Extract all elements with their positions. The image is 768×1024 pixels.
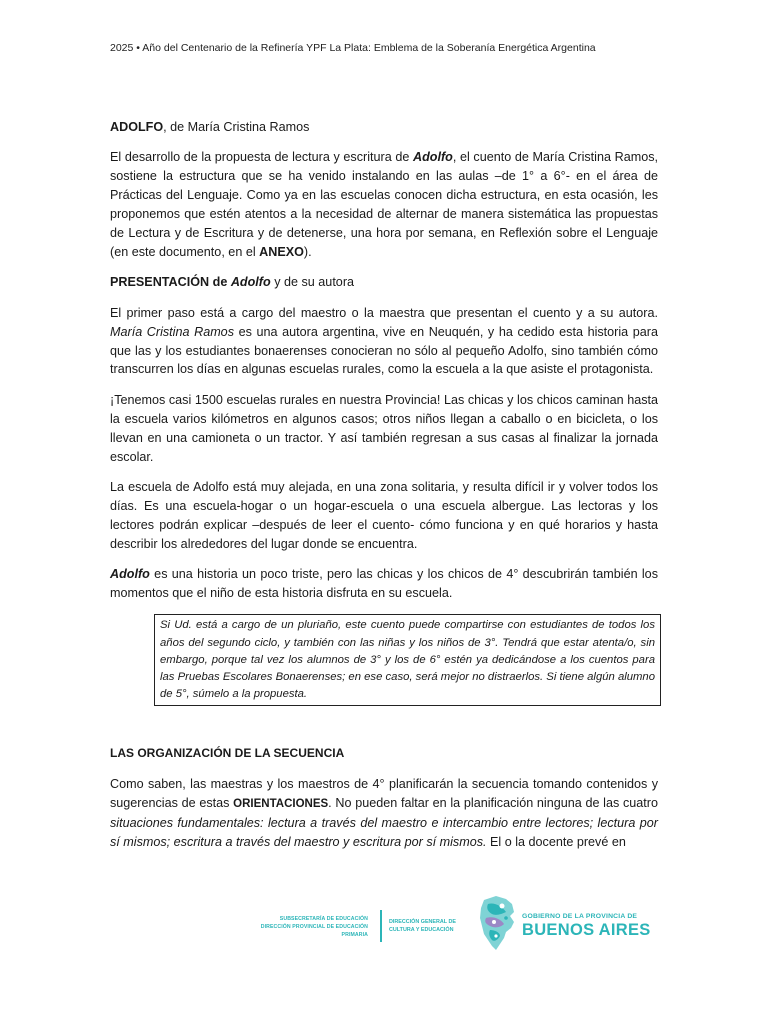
footer-text: GOBIERNO DE LA PROVINCIA DE <box>522 913 638 920</box>
title-rest: , de María Cristina Ramos <box>163 120 310 134</box>
note-box: Si Ud. está a cargo de un pluriaño, este cuento puede compartirse con estudiantes de todos los años del segundo ciclo, y también con las niñas y los niños de 3°. Tendrá que estar atenta/o, sin embargo, porque tal vez los alumnos de 3° y los de 6° estén ya dedicándose a los cuentos para las Pruebas Escolares Bonaerenses; en ese caso, será mejor no distraerlos. Si tiene algún alumno de 5°, súmelo a la propuesta. <box>154 614 661 706</box>
footer-text: CULTURA Y EDUCACIÓN <box>389 927 454 933</box>
heading-rest: y de su autora <box>270 275 355 290</box>
text-bold: ORIENTACIONES <box>233 797 329 810</box>
text-bold: ANEXO <box>259 244 304 259</box>
text: Como saben, las maestras y los maestros de 4° planificarán la secuencia tomando contenidos y sugerencias de estas <box>110 776 658 810</box>
document-body <box>110 118 658 863</box>
text: El desarrollo de la propuesta de lectura y escritura de <box>110 150 413 165</box>
text: es una historia un poco triste, pero las chicas y los chicos de 4° descubrirán también los momentos que el niño de esta historia disfruta en su escuela. <box>110 567 658 601</box>
footer-subsecretaria <box>238 915 368 939</box>
document-title <box>110 118 658 137</box>
text: es una autora argentina, vive en Neuquén, y ha cedido esta historia para que las y los estudiantes bonaerenses conocieran no sólo al pequeño Adolfo, sino también cómo transcurren los días en algunas escuelas rurales, como la escuela a la que asiste el protagonista. <box>110 324 658 377</box>
text-italic: situaciones fundamentales: lectura a través del maestro e intercambio entre lectores; lectura por sí mismos; escritura a través del maestro y escritura por sí mismos. <box>110 815 658 849</box>
footer-text: DIRECCIÓN PROVINCIAL DE EDUCACIÓN PRIMARIA <box>260 924 368 938</box>
footer-brand-text: BUENOS AIRES <box>522 921 651 939</box>
footer-text: DIRECCIÓN GENERAL DE <box>389 919 456 925</box>
footer-text: SUBSECRETARÍA DE EDUCACIÓN <box>279 916 368 922</box>
paragraph-story-summary <box>110 565 658 603</box>
spacer <box>110 706 658 744</box>
text-emphasis: Adolfo <box>412 150 453 165</box>
text-italic: María Cristina Ramos <box>110 324 234 339</box>
section-heading-presentation <box>110 273 658 292</box>
paragraph-organization <box>110 775 658 852</box>
text: El o la docente prevé en <box>486 834 626 849</box>
page-header: 2025 • Año del Centenario de la Refinería YPF La Plata: Emblema de la Soberanía Energética Argentina <box>110 42 596 54</box>
footer-direccion <box>389 918 479 934</box>
text-emphasis: Adolfo <box>110 567 150 582</box>
text: . No pueden faltar en la planificación ninguna de las cuatro <box>328 795 658 810</box>
paragraph-rural-schools: ¡Tenemos casi 1500 escuelas rurales en nuestra Provincia! Las chicas y los chicos caminan hasta la escuela varios kilómetros en algunos casos; otros niños llegan a caballo o en bicicleta, o los llevan en una camioneta o un tractor. Y así también regresan a sus casas al finalizar la jornada escolar. <box>110 392 658 464</box>
footer-gobierno <box>522 912 652 940</box>
title-bold: ADOLFO <box>110 120 164 134</box>
heading-bold: PRESENTACIÓN de <box>110 275 231 290</box>
footer-divider <box>380 910 382 942</box>
text: , el cuento de María Cristina Ramos, sostiene la estructura que se ha venido instalando en las aulas –de 1° a 6°- en el área de Prácticas del Lenguaje. Como ya en las escuelas conocen dicha estructura, en esta ocasión, les proponemos que estén atentos a la necesidad de alternar de manera sistemática las propuestas de Lectura y de Escritura y de detenerse, una hora por semana, en Reflexión sobre el Lenguaje (en este documento, en el <box>110 150 658 259</box>
paragraph-author <box>110 304 658 380</box>
text: ). <box>303 244 312 259</box>
paragraph-school-description: La escuela de Adolfo está muy alejada, en una zona solitaria, y resulta difícil ir y volver todos los días. Es una escuela-hogar o un hogar-escuela o una escuela albergue. Las lectoras y los lectores podrán explicar –después de leer el cuento- cómo funciona y en qué horarios y hasta describir los alrededores del lugar donde se encuentra. <box>110 480 658 551</box>
text: El primer paso está a cargo del maestro o la maestra que presentan el cuento y a su autora. <box>110 305 658 320</box>
buenos-aires-province-map-icon <box>476 894 518 954</box>
page-footer <box>0 890 768 960</box>
heading-emphasis: Adolfo <box>230 275 271 290</box>
section-heading-organization: LAS ORGANIZACIÓN DE LA SECUENCIA <box>110 746 345 761</box>
paragraph-intro <box>110 148 658 261</box>
